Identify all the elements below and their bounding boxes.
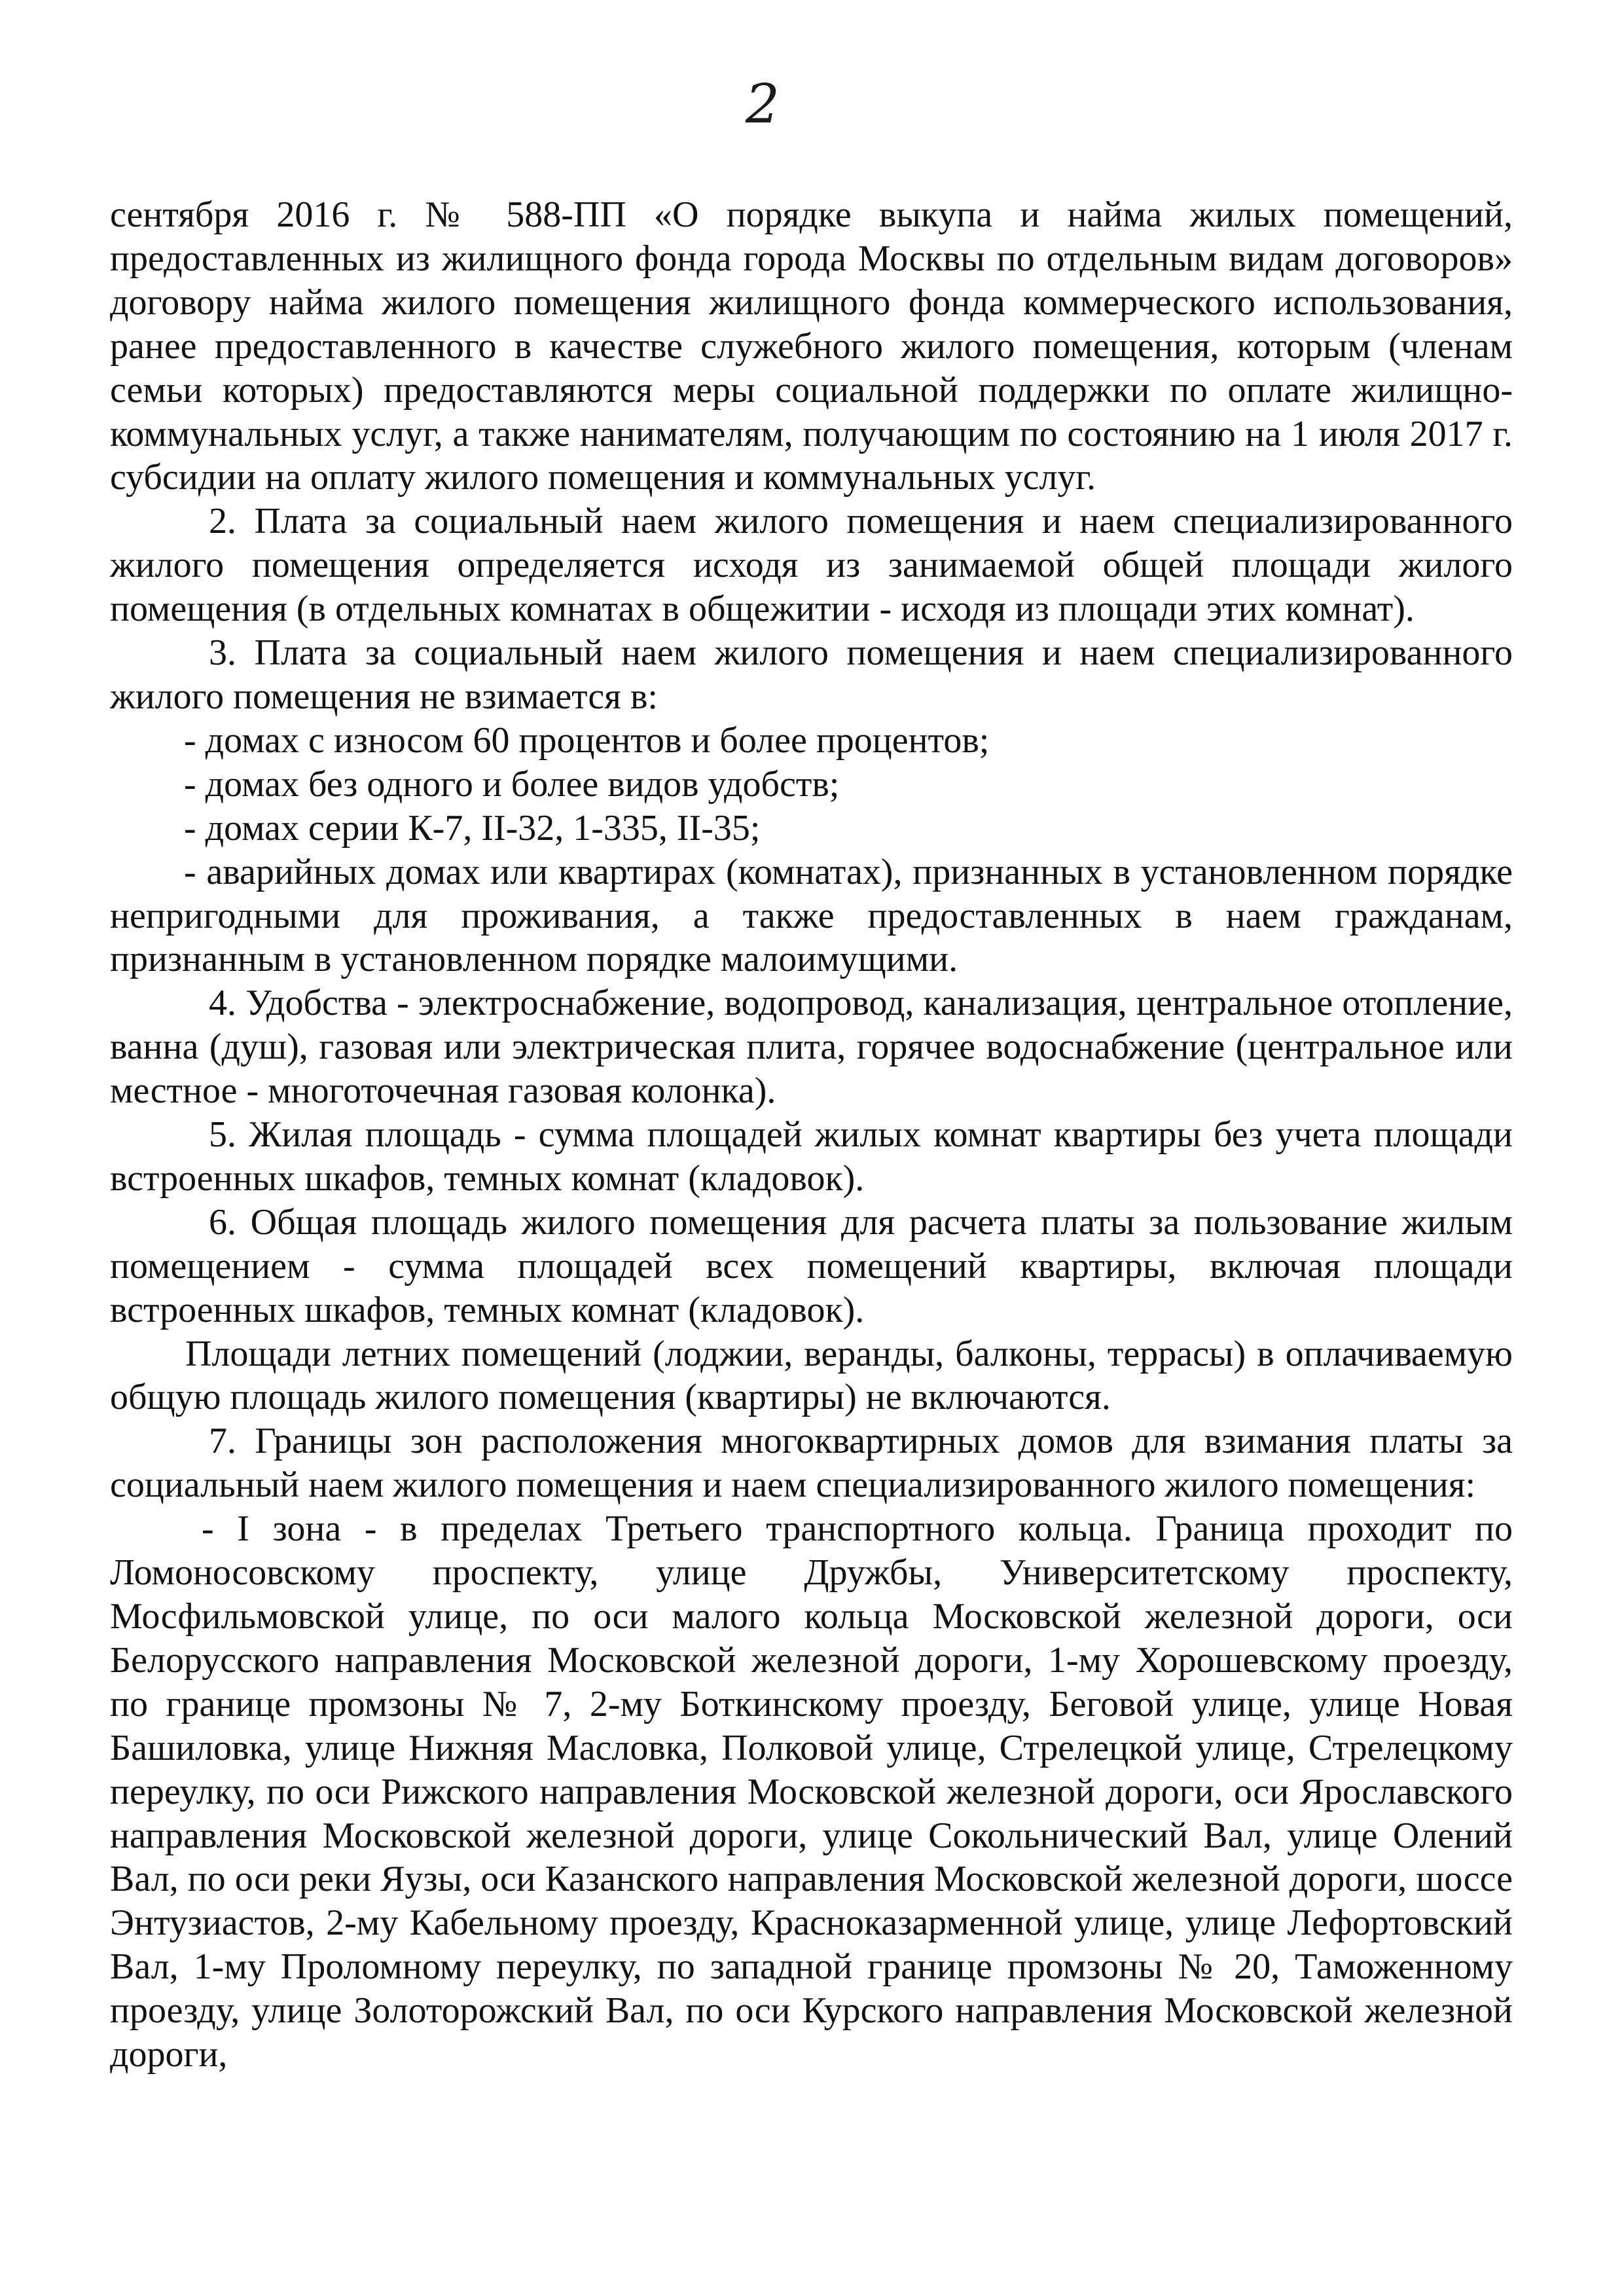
paragraph-item-3: 3. Плата за социальный наем жилого помещения и наем специализированного жилого помещения не взимается в:: [110, 632, 1513, 717]
paragraph-item-4: 4. Удобства - электроснабжение, водопровод, канализация, центральное отопление, ванна (душ), газовая или электрическая плита, горячее водоснабжение (центральное или местное - многоточечная газовая колонка).: [110, 983, 1513, 1112]
document-body: [110, 193, 1513, 2077]
paragraph-note: Площади летних помещений (лоджии, веранды, балконы, террасы) в оплачиваемую общую площадь жилого помещения (квартиры) не включаются.: [110, 1333, 1513, 1418]
paragraph-zone-1: - I зона - в пределах Третьего транспортного кольца. Граница проходит по Ломоносовскому проспекту, улице Дружбы, Университетскому проспекту, Мосфильмовской улице, по оси малого кольца Московской железной дороги, оси Белорусского направления Московской железной дороги, 1-му Хорошевскому проезду, по границе промзоны № 7, 2-му Боткинскому проезду, Беговой улице, улице Новая Башиловка, улице Нижняя Масловка, Полковой улице, Стрелецкой улице, Стрелецкому переулку, по оси Рижского направления Московской железной дороги, оси Ярославского направления Московской железной дороги, улице Сокольнический Вал, улице Олений Вал, по оси реки Яузы, оси Казанского направления Московской железной дороги, шоссе Энтузиастов, 2-му Кабельному проезду, Красноказарменной улице, улице Лефортовский Вал, 1-му Проломному переулку, по западной границе промзоны № 20, Таможенному проезду, улице Золоторожский Вал, по оси Курского направления Московской железной дороги,: [110, 1508, 1513, 2075]
paragraph-item-7: 7. Границы зон расположения многоквартирных домов для взимания платы за социальный наем жилого помещения и наем специализированного жилого помещения:: [110, 1421, 1513, 1506]
list-item: - домах серии К-7, II-32, 1-335, II-35;: [184, 807, 761, 848]
paragraph-continuation: сентября 2016 г. № 588-ПП «О порядке выкупа и найма жилых помещений, предоставленных из жилищного фонда города Москвы по отдельным видам договоров» договору найма жилого помещения жилищного фонда коммерческого использования, ранее предоставленного в качестве служебного жилого помещения, которым (членам семьи которых) предоставляются меры социальной поддержки по оплате жилищно-коммунальных услуг, а также нанимателям, получающим по состоянию на 1 июля 2017 г. субсидии на оплату жилого помещения и коммунальных услуг.: [110, 194, 1513, 498]
page-number: 2: [745, 73, 780, 136]
paragraph-item-5: 5. Жилая площадь - сумма площадей жилых комнат квартиры без учета площади встроенных шкафов, темных комнат (кладовок).: [110, 1114, 1513, 1199]
list-item: - домах без одного и более видов удобств;: [184, 763, 840, 805]
list-item: - домах с износом 60 процентов и более процентов;: [184, 720, 990, 761]
list-item: - аварийных домах или квартирах (комнатах), признанных в установленном порядке непригодными для проживания, а также предоставленных в наем гражданам, признанным в установленном порядке малоимущими.: [110, 851, 1513, 980]
paragraph-item-6: 6. Общая площадь жилого помещения для расчета платы за пользование жилым помещением - сумма площадей всех помещений квартиры, включая площади встроенных шкафов, темных комнат (кладовок).: [110, 1201, 1513, 1330]
paragraph-item-2: 2. Плата за социальный наем жилого помещения и наем специализированного жилого помещения определяется исходя из занимаемой общей площади жилого помещения (в отдельных комнатах в общежитии - исходя из площади этих комнат).: [110, 501, 1513, 630]
